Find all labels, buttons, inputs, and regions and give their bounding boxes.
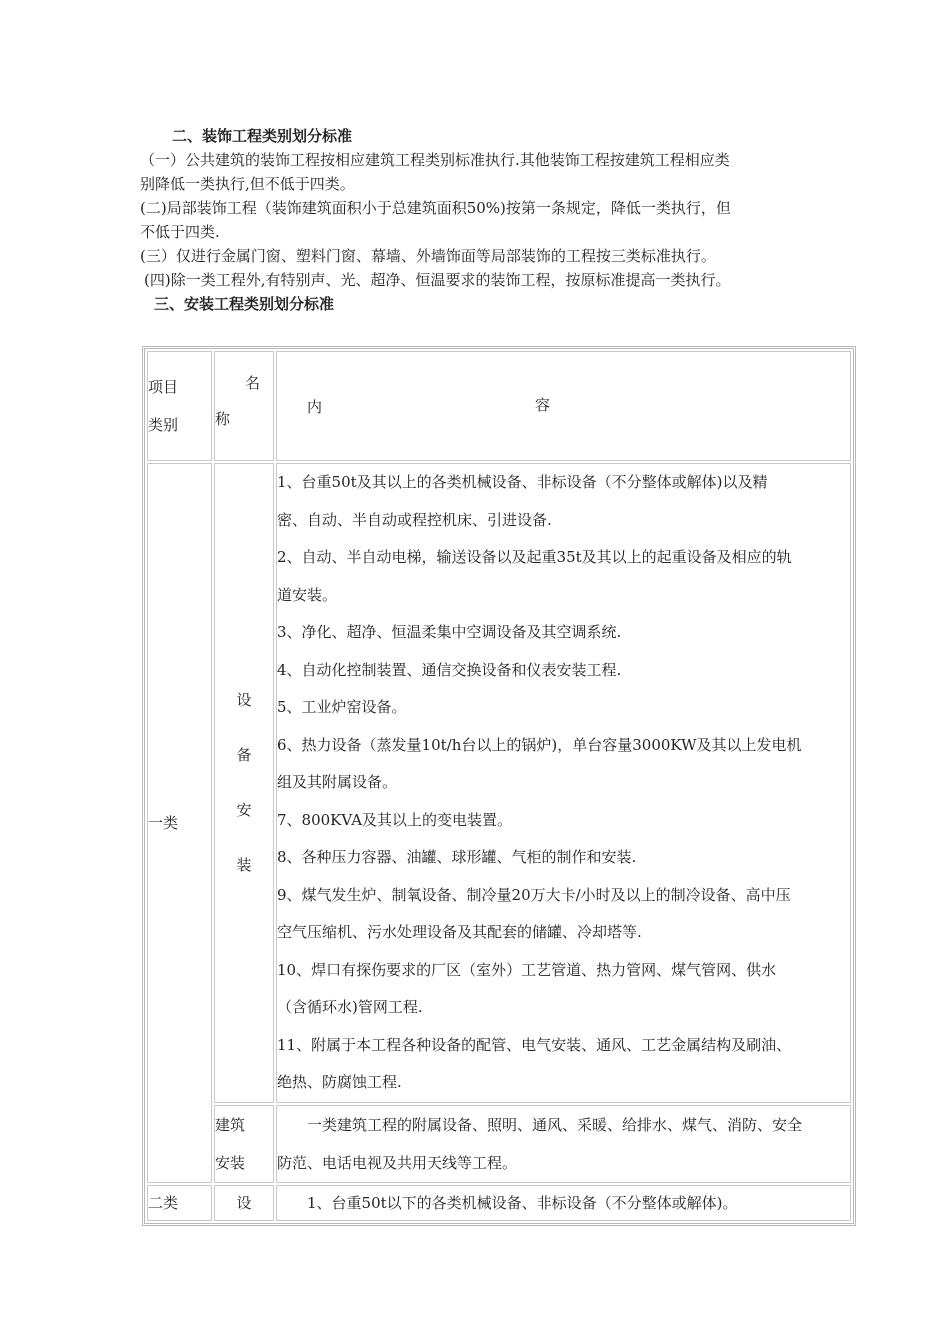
header-name-char: 名 [245,374,261,392]
content-line: 8、各种压力容器、油罐、球形罐、气柜的制作和安装. [277,848,637,866]
content-line: 组及其附属设备。 [277,773,398,791]
content-line: 道安装。 [277,585,338,604]
paragraph-line: (三）仅进行金属门窗、塑料门窗、幕墙、外墙饰面等局部装饰的工程按三类标准执行。 [140,247,716,265]
text-block [140,124,820,316]
paragraph-line: 不低于四类. [140,223,220,241]
installation-class-table [142,346,856,1226]
content-line: 5、工业炉窑设备。 [277,698,407,716]
content-line: 密、自动、半自动或程控机床、引进设备. [277,510,552,529]
table-row-class2 [147,1185,851,1221]
content-line: 1、台重50t及其以上的各类机械设备、非标设备（不分整体或解体)以及精 [277,473,768,491]
content-line: 2、自动、半自动电梯，输送设备以及起重35t及其以上的起重设备及相应的轨 [277,548,792,566]
table-row-class1-building [147,1105,851,1183]
name-line: 安装 [215,1153,246,1172]
class2-label-cell: 二类 [147,1185,212,1221]
section-heading-installation: 三、安装工程类别划分标准 [154,295,335,313]
name-char: 装 [236,855,252,874]
paragraph-4 [140,268,820,292]
content-line: 6、热力设备（蒸发量10t/h台以上的锅炉)，单台容量3000KW及其以上发电机 [277,735,802,754]
class1-building-content-cell [276,1105,851,1183]
content-line: 4、自动化控制装置、通信交换设备和仪表安装工程. [277,660,622,679]
content-line: 绝热、防腐蚀工程. [277,1073,402,1091]
class1-equipment-name-cell [214,463,274,1103]
class1-label-cell: 一类 [147,463,212,1183]
name-line: 建筑 [215,1115,246,1134]
content-line: 10、焊口有探伤要求的厂区（室外）工艺管道、热力管网、煤气管网、供水 [277,960,777,979]
content-line: 3、净化、超净、恒温柔集中空调设备及其空调系统. [277,623,622,641]
header-content-char: 内 [307,397,323,416]
paragraph-line: 别降低一类执行,但不低于四类。 [140,175,355,193]
header-name-cell [214,351,274,461]
header-category-line: 项目 [148,378,179,396]
content-line: 空气压缩机、污水处理设备及其配套的储罐、冷却塔等. [277,923,642,941]
content-line: 一类建筑工程的附属设备、照明、通风、采暖、给排水、煤气、消防、安全 [307,1115,803,1134]
class1-equipment-content-cell [276,463,851,1103]
paragraph-1 [140,148,820,196]
header-content-cell [276,351,851,461]
content-line: （含循环水)管网工程. [277,998,423,1016]
section-heading-decoration: 二、装饰工程类别划分标准 [172,127,353,145]
table-row-class1-equipment [147,463,851,1103]
paragraph-line: (四)除一类工程外,有特别声、光、超净、恒温要求的装饰工程，按原标准提高一类执行。 [144,271,731,289]
content-line: 7、800KVA及其以上的变电装置。 [277,810,513,829]
header-category-line: 类别 [148,416,179,434]
name-char: 备 [236,745,252,764]
paragraph-3 [140,244,820,268]
name-char: 设 [236,690,252,709]
paragraph-2 [140,196,820,244]
paragraph-line: （一）公共建筑的装饰工程按相应建筑工程类别标准执行.其他装饰工程按建筑工程相应类 [140,151,730,169]
paragraph-line: (二)局部装饰工程（装饰建筑面积小于总建筑面积50%)按第一条规定，降低一类执行，但 [140,199,731,217]
class2-name-cell: 设 [214,1185,274,1221]
header-category-cell [147,351,212,461]
header-name-char: 称 [215,410,231,428]
table-header-row [147,351,851,461]
content-line: 防范、电话电视及共用天线等工程。 [277,1153,518,1172]
name-char: 安 [236,800,252,819]
content-line: 9、煤气发生炉、制氧设备、制冷量20万大卡/小时及以上的制冷设备、高中压 [277,885,791,904]
class1-building-name-cell [214,1105,274,1183]
header-content-char: 容 [535,396,551,414]
content-line: 11、附属于本工程各种设备的配管、电气安装、通风、工艺金属结构及刷油、 [277,1035,792,1054]
class2-content-cell: 1、台重50t以下的各类机械设备、非标设备（不分整体或解体)。 [276,1185,851,1221]
